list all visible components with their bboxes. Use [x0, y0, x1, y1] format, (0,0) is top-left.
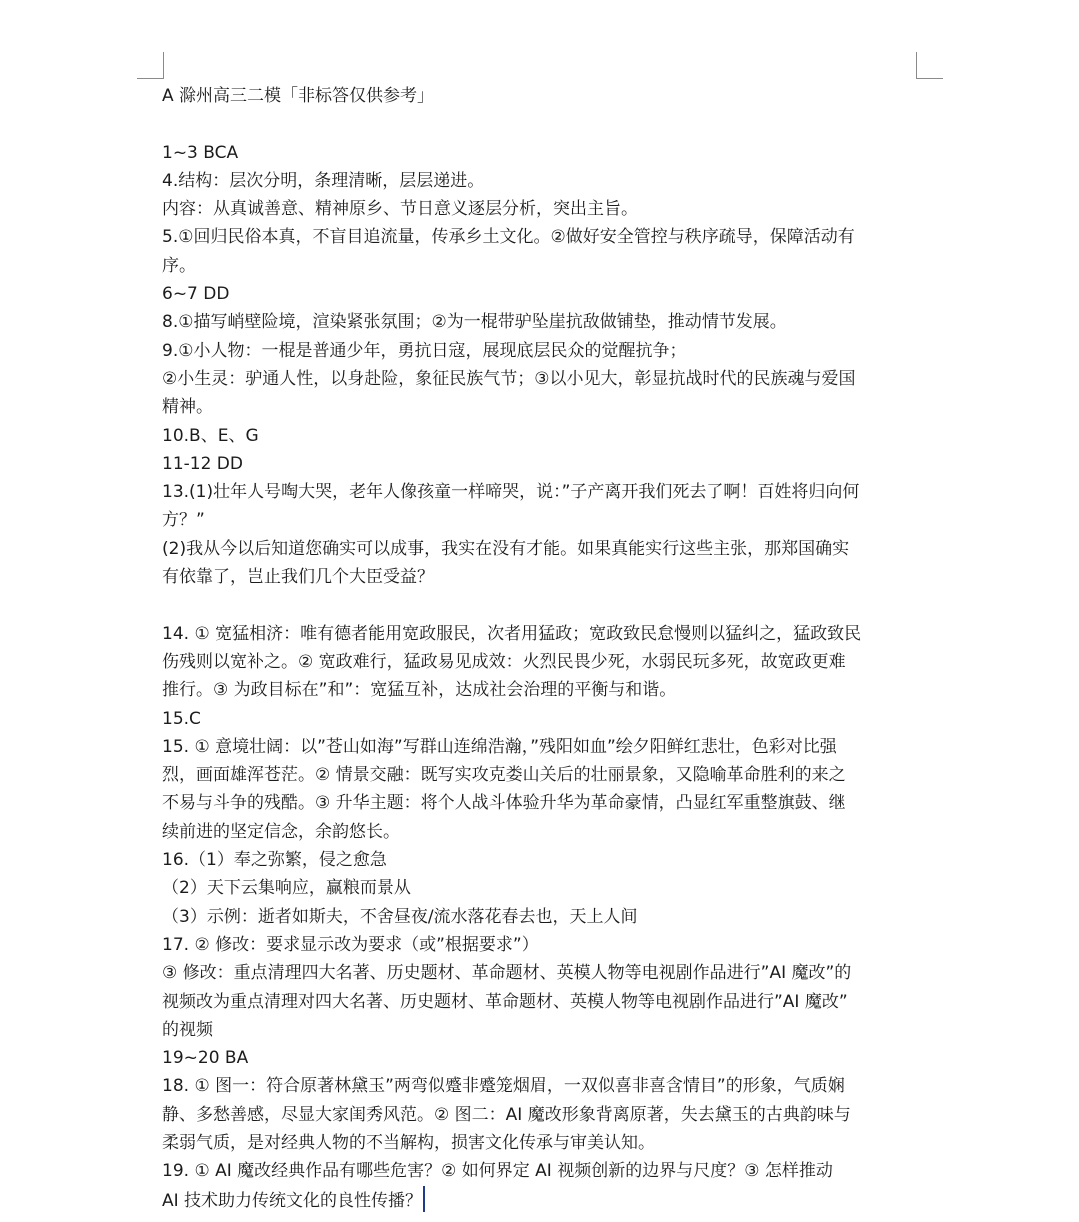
text-cursor	[423, 1186, 425, 1212]
answer-line: 6~7 DD	[162, 284, 230, 305]
answer-line: AI 技术助力传统文化的良性传播？	[162, 1186, 922, 1214]
page-corner-mark-left	[137, 52, 164, 79]
blank-line	[162, 591, 922, 619]
answer-line: （2）天下云集响应，赢粮而景从	[162, 878, 411, 899]
answer-line: 14. ① 宽猛相济：唯有德者能用宽政服民，次者用猛政；宽政致民怠慢则以猛纠之，猛政致民	[162, 623, 862, 644]
answer-line: 柔弱气质，是对经典人物的不当解构，损害文化传承与审美认知。	[162, 1132, 655, 1153]
answer-line: （3）示例：逝者如斯夫，不舍昼夜/流水落花春去也，天上人间	[162, 906, 638, 927]
answer-lines	[162, 139, 922, 1214]
answer-line: 9.①小人物：一棍是普通少年，勇抗日寇，展现底层民众的觉醒抗争；	[162, 340, 687, 361]
answer-line: 11-12 DD	[162, 453, 243, 474]
answer-line: 16.（1）奉之弥繁，侵之愈急	[162, 850, 387, 871]
answer-line: 5.①回归民俗本真，不盲目追流量，传承乡土文化。②做好安全管控与秩序疏导，保障活动有	[162, 227, 855, 248]
answer-line: 19. ① AI 魔改经典作品有哪些危害？② 如何界定 AI 视频创新的边界与尺度？③ 怎样推动	[162, 1161, 833, 1182]
answer-line: 续前进的坚定信念，余韵悠长。	[162, 821, 400, 842]
answer-line: 精神。	[162, 397, 213, 418]
answer-line: 伤残则以宽补之。② 宽政难行，猛政易见成效：火烈民畏少死，水弱民玩多死，故宽政更难	[162, 651, 846, 672]
answer-line: 15. ① 意境壮阔：以”苍山如海”写群山连绵浩瀚，”残阳如血”绘夕阳鲜红悲壮，色彩对比强	[162, 736, 837, 757]
blank-line	[162, 110, 922, 138]
answer-line: 1~3 BCA	[162, 142, 239, 163]
document-title: A 滁州高三二模「非标答仅供参考」	[162, 86, 435, 106]
page-corner-mark-right	[916, 52, 943, 79]
answer-line: 静、多愁善感，尽显大家闺秀风范。② 图二：AI 魔改形象背离原著，失去黛玉的古典韵味与	[162, 1104, 851, 1125]
answer-line: 15.C	[162, 708, 201, 729]
answer-line: 的视频	[162, 1019, 213, 1040]
answer-line: ②小生灵：驴通人性，以身赴险，象征民族气节；③以小见大，彰显抗战时代的民族魂与爱国	[162, 368, 856, 389]
answer-line: 烈，画面雄浑苍茫。② 情景交融：既写实攻克娄山关后的壮丽景象，又隐喻革命胜利的来之	[162, 765, 846, 786]
answer-line: ③ 修改：重点清理四大名著、历史题材、革命题材、英模人物等电视剧作品进行”AI 魔改”的	[162, 963, 852, 984]
answer-line: 不易与斗争的残酷。③ 升华主题：将个人战斗体验升华为革命豪情，凸显红军重整旗鼓、继	[162, 793, 846, 814]
answer-line: 视频改为重点清理对四大名著、历史题材、革命题材、英模人物等电视剧作品进行”AI 魔改”	[162, 991, 848, 1012]
document-body[interactable]	[162, 82, 922, 1214]
answer-line: 18. ① 图一：符合原著林黛玉”两弯似蹙非蹙笼烟眉，一双似喜非喜含情目”的形象，气质娴	[162, 1076, 845, 1097]
answer-line: 19~20 BA	[162, 1048, 249, 1069]
answer-line: 8.①描写峭壁险境，渲染紧张氛围；②为一棍带驴坠崖抗敌做铺垫，推动情节发展。	[162, 312, 787, 333]
answer-line: 内容：从真诚善意、精神原乡、节日意义逐层分析，突出主旨。	[162, 199, 638, 220]
answer-line: 方？”	[162, 510, 205, 531]
answer-line: (2)我从今以后知道您确实可以成事，我实在没有才能。如果真能实行这些主张，那郑国确实	[162, 538, 850, 559]
answer-line: 序。	[162, 255, 196, 276]
answer-line: 推行。③ 为政目标在”和”：宽猛互补，达成社会治理的平衡与和谐。	[162, 680, 677, 701]
answer-line: 4.结构：层次分明，条理清晰，层层递进。	[162, 170, 485, 191]
answer-line: 17. ② 修改：要求显示改为要求（或”根据要求”）	[162, 934, 539, 955]
answer-line: 有依靠了，岂止我们几个大臣受益？	[162, 567, 434, 588]
answer-line: 13.(1)壮年人号啕大哭，老年人像孩童一样啼哭，说：”子产离开我们死去了啊！百姓将归向何	[162, 482, 860, 503]
answer-line: 10.B、E、G	[162, 425, 259, 446]
